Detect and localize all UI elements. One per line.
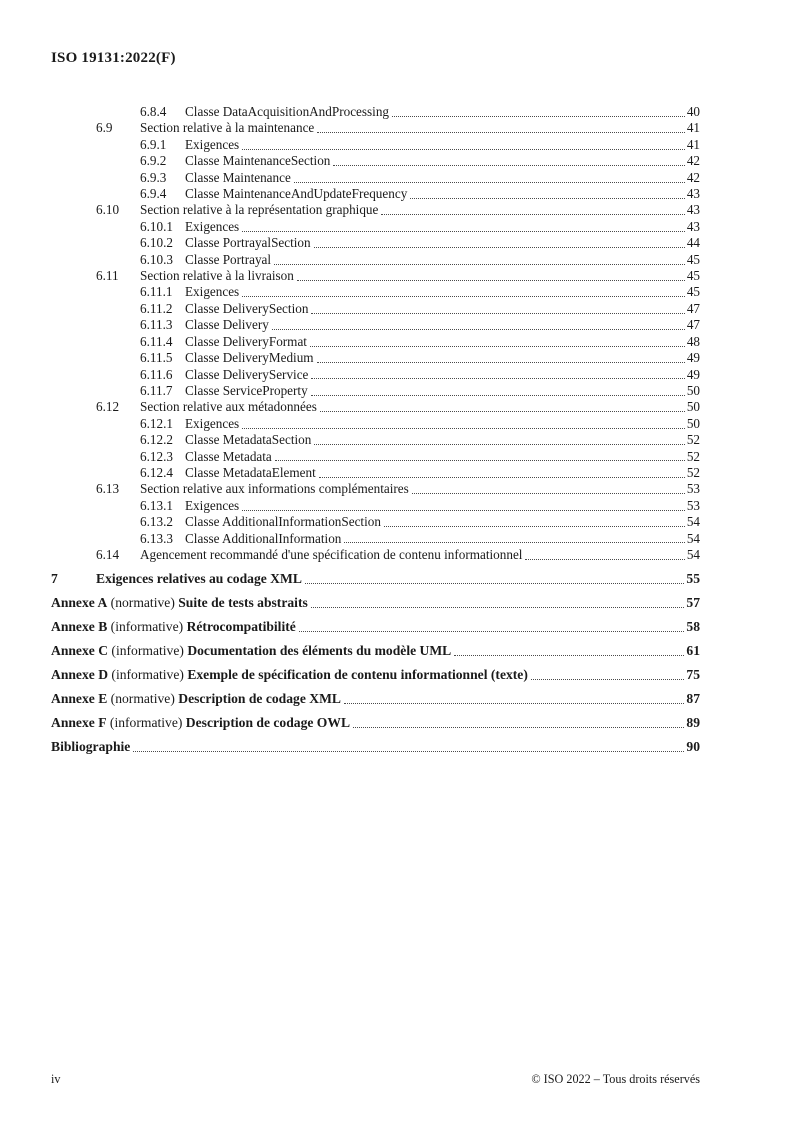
toc-entry — [51, 317, 700, 333]
toc-entry-page: 41 — [686, 120, 700, 136]
toc-entry-title: Exigences — [185, 415, 240, 431]
toc-entry — [51, 571, 700, 587]
toc-entry — [51, 202, 700, 218]
toc-entry-page: 54 — [686, 514, 700, 530]
dot-leader — [320, 411, 685, 412]
dot-leader — [242, 428, 685, 429]
toc-entry-title: Section relative à la maintenance — [140, 120, 315, 136]
toc-entry-page: 42 — [686, 169, 700, 185]
dot-leader — [333, 165, 684, 166]
toc-entry-page: 52 — [686, 464, 700, 480]
toc-entry — [51, 531, 700, 547]
toc-entry-number: 6.9.3 — [140, 169, 167, 185]
toc-annex-title: Exemple de spécification de contenu informationnel (texte) — [187, 666, 528, 682]
toc-annex-qualifier: (informative) — [107, 618, 187, 634]
dot-leader — [319, 477, 685, 478]
dot-leader — [242, 231, 685, 232]
toc-entry-page: 40 — [686, 104, 700, 119]
toc-entry-number: 6.13.2 — [140, 514, 173, 530]
toc-entry-page: 42 — [686, 153, 700, 169]
dot-leader — [392, 116, 685, 117]
toc-entry — [51, 268, 700, 284]
toc-entry-number: 6.11.6 — [140, 366, 173, 382]
toc-entry — [51, 432, 700, 448]
toc-entry-number: 6.11.5 — [140, 350, 173, 366]
toc-entry-page: 54 — [686, 546, 700, 562]
toc-entry — [51, 350, 700, 366]
dot-leader — [525, 559, 684, 560]
toc-entry — [51, 383, 700, 399]
toc-entry-number: 6.13.3 — [140, 530, 173, 546]
toc-entry-title: Section relative aux métadonnées — [140, 399, 317, 415]
toc-entry — [51, 739, 700, 755]
toc-entry — [51, 481, 700, 497]
toc-entry-page: 50 — [686, 382, 700, 398]
toc-entry-number: 6.14 — [96, 546, 120, 562]
toc-entry-title — [51, 643, 451, 659]
toc-entry — [51, 153, 700, 169]
toc-annex-title: Rétrocompatibilité — [186, 618, 296, 634]
toc-entry-number: 6.10.2 — [140, 235, 173, 251]
dot-leader — [242, 510, 685, 511]
toc-entry-title: Classe DeliveryMedium — [185, 350, 314, 366]
toc-entry-number: 6.12.4 — [140, 464, 173, 480]
toc-entry — [51, 547, 700, 563]
toc-entry — [51, 595, 700, 611]
toc-annex-title: Suite de tests abstraits — [178, 594, 308, 610]
dot-leader — [454, 655, 684, 656]
toc-entry — [51, 619, 700, 635]
dot-leader — [353, 727, 684, 728]
toc-entry-number: 6.11.4 — [140, 333, 173, 349]
toc-annex-title: Documentation des éléments du modèle UML — [187, 642, 452, 658]
toc-annex-label: Annexe B — [51, 618, 108, 634]
toc-entry-title: Section relative à la représentation graphique — [140, 202, 379, 218]
toc-entry-number: 6.9.2 — [140, 153, 167, 169]
toc-annex-qualifier: (informative) — [106, 714, 186, 730]
dot-leader — [305, 583, 685, 584]
toc-entry-page: 45 — [686, 251, 700, 267]
toc-entry-number: 6.11.7 — [140, 382, 173, 398]
toc-entry-title: Classe MaintenanceAndUpdateFrequency — [185, 186, 408, 202]
dot-leader — [314, 444, 684, 445]
toc-entry-title: Classe Maintenance — [185, 169, 291, 185]
toc-entry — [51, 170, 700, 186]
toc-entry-title: Classe Metadata — [185, 448, 272, 464]
toc-entry-number: 7 — [51, 570, 58, 586]
toc-entry — [51, 399, 700, 415]
folio-page-number: iv — [51, 1072, 61, 1086]
dot-leader — [297, 280, 685, 281]
dot-leader — [310, 346, 685, 347]
dot-leader — [317, 362, 685, 363]
toc-annex-qualifier: (informative) — [108, 666, 188, 682]
toc-entry-page: 53 — [686, 481, 700, 497]
dot-leader — [314, 247, 685, 248]
toc-entry-page: 45 — [686, 284, 700, 300]
toc-entry-title: Classe AdditionalInformationSection — [185, 514, 381, 530]
toc-entry — [51, 416, 700, 432]
toc-entry — [51, 514, 700, 530]
toc-entry-title — [51, 667, 528, 683]
toc-entry — [51, 449, 700, 465]
toc-entry-number: 6.11.2 — [140, 300, 173, 316]
toc-entry-number: 6.12.2 — [140, 432, 173, 448]
toc-entry-title: Classe Portrayal — [185, 251, 272, 267]
toc-entry-number: 6.10.1 — [140, 218, 173, 234]
toc-entry — [51, 120, 700, 136]
dot-leader — [311, 395, 685, 396]
toc-entry-page: 50 — [686, 399, 700, 415]
dot-leader — [272, 329, 685, 330]
dot-leader — [311, 607, 685, 608]
dot-leader — [275, 460, 685, 461]
toc-entry — [51, 691, 700, 707]
toc-entry-page: 58 — [686, 618, 700, 634]
toc-entry-page: 49 — [686, 350, 700, 366]
toc-entry-title — [51, 595, 308, 611]
toc-entry-title: Classe MetadataSection — [185, 432, 312, 448]
toc-entry — [51, 104, 700, 120]
page-footer — [51, 1072, 700, 1087]
copyright-notice: © ISO 2022 – Tous droits réservés — [531, 1072, 700, 1086]
toc-entry-page: 50 — [686, 415, 700, 431]
toc-entry-number: 6.10 — [96, 202, 120, 218]
toc-entry — [51, 334, 700, 350]
toc-annex-qualifier: (normative) — [107, 690, 179, 706]
toc-entry-page: 47 — [686, 317, 700, 333]
toc-entry — [51, 715, 700, 731]
dot-leader — [410, 198, 685, 199]
toc-entry — [51, 465, 700, 481]
dot-leader — [381, 214, 684, 215]
toc-entry-number: 6.13 — [96, 481, 120, 497]
toc-entry-title: Exigences relatives au codage XML — [96, 570, 302, 586]
dot-leader — [412, 493, 685, 494]
toc-entry-title: Section relative aux informations complémentaires — [140, 481, 409, 497]
toc-entry-page: 43 — [686, 202, 700, 218]
toc-entry-title: Classe ServiceProperty — [185, 382, 308, 398]
dot-leader — [311, 313, 684, 314]
toc-entry-page: 41 — [686, 136, 700, 152]
toc-entry-title: Exigences — [185, 497, 240, 513]
dot-leader — [384, 526, 685, 527]
toc-entry-page: 52 — [686, 448, 700, 464]
toc-entry-page: 52 — [686, 432, 700, 448]
toc-entry-title: Classe PortrayalSection — [185, 235, 311, 251]
toc-entry-number: 6.12 — [96, 399, 120, 415]
toc-entry-title: Exigences — [185, 136, 240, 152]
dot-leader — [344, 542, 684, 543]
toc-entry-page: 47 — [686, 300, 700, 316]
toc-entry — [51, 186, 700, 202]
toc-annex-label: Annexe F — [51, 714, 107, 730]
dot-leader — [294, 182, 685, 183]
toc-entry-number: 6.8.4 — [140, 104, 167, 119]
toc-entry-title: Exigences — [185, 284, 240, 300]
toc-entry-number: 6.9.1 — [140, 136, 167, 152]
toc-entry-number: 6.12.1 — [140, 415, 173, 431]
toc-entry — [51, 301, 700, 317]
toc-annex-title: Description de codage XML — [178, 690, 341, 706]
toc-entry-page: 89 — [686, 714, 700, 730]
toc-entry-number: 6.10.3 — [140, 251, 173, 267]
toc-entry-number: 6.11.3 — [140, 317, 173, 333]
toc-entry — [51, 367, 700, 383]
dot-leader — [344, 703, 684, 704]
document-id: ISO 19131:2022(F) — [51, 50, 176, 66]
dot-leader — [242, 149, 685, 150]
toc-entry-title: Section relative à la livraison — [140, 268, 294, 284]
toc-entry-title: Classe AdditionalInformation — [185, 530, 342, 546]
toc-entry-page: 53 — [686, 497, 700, 513]
toc-entry-page: 45 — [686, 268, 700, 284]
toc-entry-title: Classe DeliveryFormat — [185, 333, 307, 349]
toc-entry-title: Classe DeliveryService — [185, 366, 309, 382]
toc-entry-number: 6.11.1 — [140, 284, 173, 300]
toc-annex-qualifier: (informative) — [108, 642, 188, 658]
toc-entry-title: Classe DeliverySection — [185, 300, 309, 316]
toc-entry — [51, 235, 700, 251]
toc-annex-label: Annexe E — [51, 690, 108, 706]
toc-entry-number: 6.11 — [96, 268, 119, 284]
toc-entry-title: Classe DataAcquisitionAndProcessing — [185, 104, 390, 119]
toc-entry — [51, 643, 700, 659]
toc-entry-title: Bibliographie — [51, 738, 131, 754]
toc-annex-label: Annexe D — [51, 666, 109, 682]
toc-entry-title: Classe Delivery — [185, 317, 269, 333]
dot-leader — [299, 631, 685, 632]
toc-annex-title: Description de codage OWL — [185, 714, 351, 730]
toc-entry-page: 54 — [686, 530, 700, 546]
dot-leader — [133, 751, 684, 752]
toc-entry — [51, 498, 700, 514]
toc-entry-number: 6.9.4 — [140, 186, 167, 202]
toc-entry-title: Exigences — [185, 218, 240, 234]
toc-entry-title — [51, 691, 341, 707]
dot-leader — [531, 679, 685, 680]
toc-entry — [51, 284, 700, 300]
toc-entry-page: 87 — [686, 690, 700, 706]
dot-leader — [274, 264, 685, 265]
toc-entry-number: 6.9 — [96, 120, 113, 136]
toc-entry — [51, 219, 700, 235]
toc-entry-page: 90 — [686, 738, 700, 754]
toc-entry — [51, 137, 700, 153]
toc-entry-title — [51, 619, 296, 635]
toc-entry-page: 75 — [686, 666, 700, 682]
toc-entry-title: Classe MaintenanceSection — [185, 153, 331, 169]
toc-entry-title: Agencement recommandé d'une spécification de contenu informationnel — [140, 546, 523, 562]
toc-annex-label: Annexe C — [51, 642, 109, 658]
toc-entry-title: Classe MetadataElement — [185, 464, 316, 480]
dot-leader — [317, 132, 685, 133]
toc-entry-number: 6.12.3 — [140, 448, 173, 464]
toc-entry — [51, 667, 700, 683]
toc-entry — [51, 252, 700, 268]
toc-entry-page: 49 — [686, 366, 700, 382]
toc-entry-page: 61 — [686, 642, 700, 658]
dot-leader — [242, 296, 685, 297]
toc-entry-page: 48 — [686, 333, 700, 349]
toc-entry-title — [51, 715, 350, 731]
toc — [51, 104, 700, 755]
toc-entry-page: 43 — [686, 186, 700, 202]
toc-entry-page: 57 — [686, 594, 700, 610]
dot-leader — [311, 378, 684, 379]
toc-annex-qualifier: (normative) — [107, 594, 179, 610]
toc-annex-label: Annexe A — [51, 594, 108, 610]
toc-entry-page: 55 — [686, 570, 700, 586]
toc-entry-page: 43 — [686, 218, 700, 234]
toc-entry-page: 44 — [686, 235, 700, 251]
toc-entry-number: 6.13.1 — [140, 497, 173, 513]
